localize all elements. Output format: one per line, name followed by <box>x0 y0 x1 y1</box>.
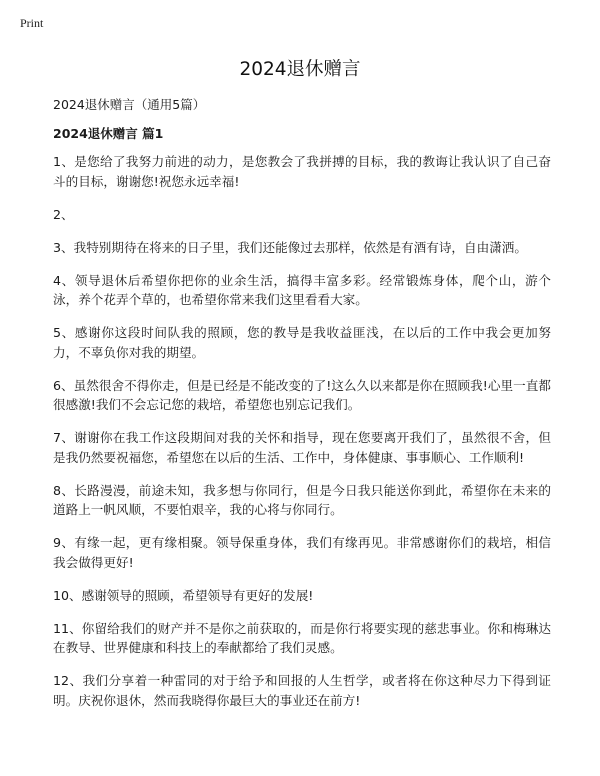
list-item: 12、我们分享着一种雷同的对于给予和回报的人生哲学，或者将在你这种尽力下得到证明。庆祝你退休，然而我晓得你最巨大的事业还在前方! <box>53 673 551 708</box>
list-item: 2、 <box>53 206 74 222</box>
list-item: 6、虽然很舍不得你走，但是已经是不能改变的了!这么久以来都是你在照顾我!心里一直都很感激!我们不会忘记您的栽培，希望您也别忘记我们。 <box>53 377 551 412</box>
section-heading: 2024退休赠言 篇1 <box>53 126 164 141</box>
list-item: 3、我特别期待在将来的日子里，我们还能像过去那样，依然是有酒有诗，自由潇洒。 <box>53 239 527 255</box>
print-link[interactable]: Print <box>20 16 44 30</box>
list-item: 4、领导退休后希望你把你的业余生活，搞得丰富多彩。经常锻炼身体，爬个山，游个泳，养个花弄个草的，也希望你常来我们这里看看大家。 <box>53 272 551 307</box>
document-subtitle: 2024退休赠言（通用5篇） <box>53 97 206 112</box>
list-item: 9、有缘一起，更有缘相聚。领导保重身体，我们有缘再见。非常感谢你们的栽培，相信我会做得更好! <box>53 535 551 570</box>
list-item: 1、是您给了我努力前进的动力，是您教会了我拼搏的目标，我的教诲让我认识了自己奋斗的目标，谢谢您!祝您永远幸福! <box>53 154 551 189</box>
list-item: 7、谢谢你在我工作这段期间对我的关怀和指导，现在您要离开我们了，虽然很不舍，但是我仍然要祝福您，希望您在以后的生活、工作中，身体健康、事事顺心、工作顺利! <box>53 430 551 465</box>
list-item: 8、长路漫漫，前途未知，我多想与你同行，但是今日我只能送你到此，希望你在未来的道路上一帆风顺，不要怕艰辛，我的心将与你同行。 <box>53 482 551 517</box>
message-list <box>53 152 551 724</box>
list-item: 5、感谢你这段时间队我的照顾，您的教导是我收益匪浅，在以后的工作中我会更加努力，不辜负你对我的期望。 <box>53 325 551 360</box>
list-item: 10、感谢领导的照顾，希望领导有更好的发展! <box>53 587 314 603</box>
list-item: 11、你留给我们的财产并不是你之前获取的，而是你行将要实现的慈悲事业。你和梅琳达在教导、世界健康和科技上的奉献都给了我们灵感。 <box>53 620 551 655</box>
document-title: 2024退休赠言 <box>239 59 361 80</box>
